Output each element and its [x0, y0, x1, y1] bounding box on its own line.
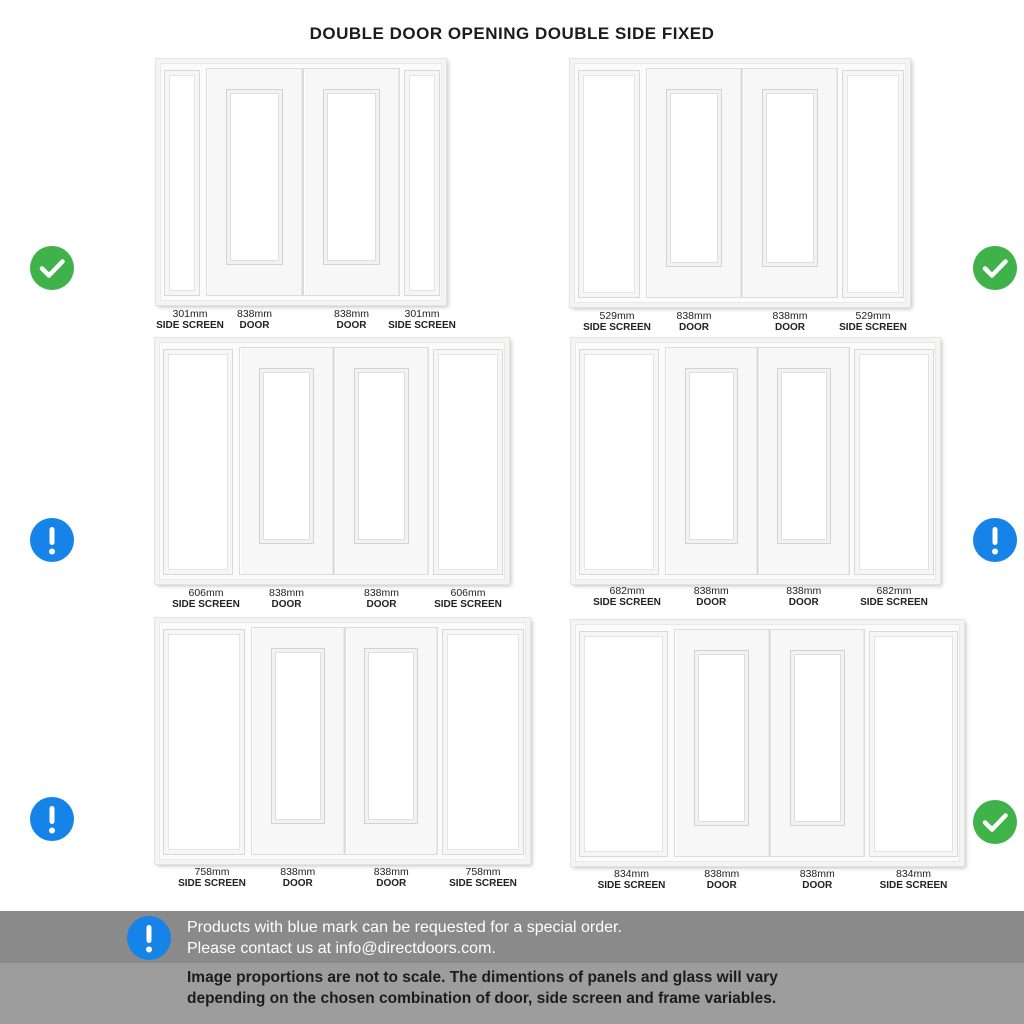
door-right	[303, 68, 400, 296]
door-text: DOOR	[336, 320, 367, 331]
door-left	[646, 68, 742, 298]
door-glass-panel	[226, 89, 282, 265]
door-size: 838mm	[268, 587, 304, 599]
side-screen-label	[167, 867, 257, 889]
side-screen-label	[869, 869, 959, 891]
door-size: 838mm	[693, 585, 729, 597]
door-label	[759, 586, 849, 608]
door-frame	[156, 59, 446, 305]
side-screen-size: 834mm	[613, 868, 649, 880]
door-label	[745, 311, 835, 333]
side-screen-size: 301mm	[404, 308, 440, 320]
side-screen-right	[842, 70, 904, 298]
side-screen-text: SIDE SCREEN	[839, 322, 907, 333]
door-label	[649, 311, 739, 333]
door-frame	[155, 338, 509, 584]
side-screen-size: 301mm	[172, 308, 208, 320]
door-glass-panel	[271, 648, 325, 824]
side-screen-size: 682mm	[876, 585, 912, 597]
door-text: DOOR	[802, 880, 833, 891]
side-screen-right	[404, 70, 440, 296]
door-size: 838mm	[772, 310, 808, 322]
door-right	[758, 347, 851, 575]
side-screen-size: 758mm	[194, 866, 230, 878]
side-screen-size: 606mm	[188, 587, 224, 599]
door-text: DOOR	[696, 597, 727, 608]
door-size: 838mm	[704, 868, 740, 880]
door-text: DOOR	[679, 322, 709, 333]
notice-line-1: Products with blue mark can be requested for a special order.	[187, 919, 622, 936]
side-screen-text: SIDE SCREEN	[449, 878, 517, 889]
door-option-4	[571, 338, 940, 610]
door-frame	[570, 59, 910, 307]
door-label	[666, 586, 756, 608]
side-screen-text: SIDE SCREEN	[172, 599, 240, 610]
door-option-1	[156, 59, 456, 333]
door-text: DOOR	[376, 878, 407, 889]
scale-disclaimer	[0, 963, 1024, 1024]
door-size: 838mm	[333, 308, 369, 320]
side-screen-right	[442, 629, 524, 855]
door-option-2	[570, 59, 910, 335]
door-size: 838mm	[676, 310, 712, 322]
door-left	[665, 347, 758, 575]
door-size: 838mm	[363, 587, 399, 599]
door-size: 838mm	[280, 866, 316, 878]
door-glass-panel	[259, 368, 314, 544]
door-left	[251, 627, 345, 855]
door-frame	[155, 618, 530, 864]
side-screen-size: 758mm	[465, 866, 501, 878]
disclaimer-line-2: depending on the chosen combination of door, side screen and frame variables.	[187, 990, 777, 1007]
side-screen-text: SIDE SCREEN	[583, 322, 651, 333]
side-screen-left	[163, 349, 233, 575]
door-right	[742, 68, 838, 298]
door-text: DOOR	[282, 878, 313, 889]
side-screen-size: 529mm	[599, 310, 635, 322]
check-icon	[973, 800, 1017, 844]
side-screen-label	[587, 869, 677, 891]
side-screen-size: 529mm	[855, 310, 891, 322]
exclamation-icon	[30, 518, 74, 562]
notice-text	[187, 917, 622, 959]
side-screen-right	[854, 349, 934, 575]
door-glass-panel	[694, 650, 749, 826]
side-screen-label	[849, 586, 939, 608]
door-right	[334, 347, 429, 575]
exclamation-icon	[973, 518, 1017, 562]
door-glass-panel	[364, 648, 418, 824]
door-glass-panel	[354, 368, 409, 544]
side-screen-text: SIDE SCREEN	[597, 880, 666, 891]
door-left	[206, 68, 303, 296]
side-screen-left	[579, 631, 668, 857]
side-screen-text: SIDE SCREEN	[879, 880, 948, 891]
side-screen-label	[438, 867, 528, 889]
side-screen-text: SIDE SCREEN	[388, 320, 456, 331]
side-screen-left	[579, 349, 659, 575]
side-screen-size: 682mm	[609, 585, 645, 597]
notice-line-2: Please contact us at info@directdoors.com.	[187, 940, 496, 957]
door-label	[772, 869, 862, 891]
disclaimer-text	[187, 967, 778, 1009]
door-text: DOOR	[706, 880, 737, 891]
door-size: 838mm	[236, 308, 272, 320]
exclamation-icon	[30, 797, 74, 841]
door-text: DOOR	[788, 597, 819, 608]
door-glass-panel	[685, 368, 739, 544]
check-icon	[973, 246, 1017, 290]
side-screen-text: SIDE SCREEN	[156, 320, 224, 331]
side-screen-label	[582, 586, 672, 608]
side-screen-size: 834mm	[895, 868, 931, 880]
door-size: 838mm	[786, 585, 822, 597]
door-glass-panel	[790, 650, 845, 826]
side-screen-text: SIDE SCREEN	[593, 597, 661, 608]
side-screen-label	[377, 309, 467, 331]
side-screen-label	[161, 588, 251, 610]
door-right	[770, 629, 866, 857]
side-screen-left	[163, 629, 245, 855]
side-screen-text: SIDE SCREEN	[860, 597, 928, 608]
door-frame	[571, 620, 964, 866]
side-screen-text: SIDE SCREEN	[434, 599, 502, 610]
door-label	[253, 867, 343, 889]
door-text: DOOR	[239, 320, 270, 331]
side-screen-label	[828, 311, 918, 333]
page-title: DOUBLE DOOR OPENING DOUBLE SIDE FIXED	[309, 24, 715, 43]
door-label	[242, 588, 332, 610]
disclaimer-line-1: Image proportions are not to scale. The dimentions of panels and glass will vary	[187, 969, 778, 986]
door-glass-panel	[323, 89, 379, 265]
side-screen-right	[433, 349, 503, 575]
door-text: DOOR	[775, 322, 805, 333]
side-screen-right	[869, 631, 958, 857]
door-text: DOOR	[366, 599, 397, 610]
door-glass-panel	[762, 89, 818, 267]
side-screen-left	[578, 70, 640, 298]
door-option-6	[571, 620, 964, 893]
door-size: 838mm	[373, 866, 409, 878]
special-order-notice	[0, 911, 1024, 963]
door-label	[337, 588, 427, 610]
exclamation-icon	[127, 916, 171, 960]
door-right	[345, 627, 439, 855]
door-left	[239, 347, 334, 575]
door-option-3	[155, 338, 509, 612]
side-screen-text: SIDE SCREEN	[178, 878, 246, 889]
door-label	[677, 869, 767, 891]
door-left	[674, 629, 770, 857]
door-text: DOOR	[271, 599, 302, 610]
door-glass-panel	[666, 89, 722, 267]
door-label	[210, 309, 300, 331]
side-screen-left	[164, 70, 200, 296]
side-screen-size: 606mm	[450, 587, 486, 599]
door-option-5	[155, 618, 530, 891]
check-icon	[30, 246, 74, 290]
side-screen-label	[423, 588, 513, 610]
door-glass-panel	[777, 368, 831, 544]
door-size: 838mm	[799, 868, 835, 880]
door-frame	[571, 338, 940, 584]
door-label	[346, 867, 436, 889]
